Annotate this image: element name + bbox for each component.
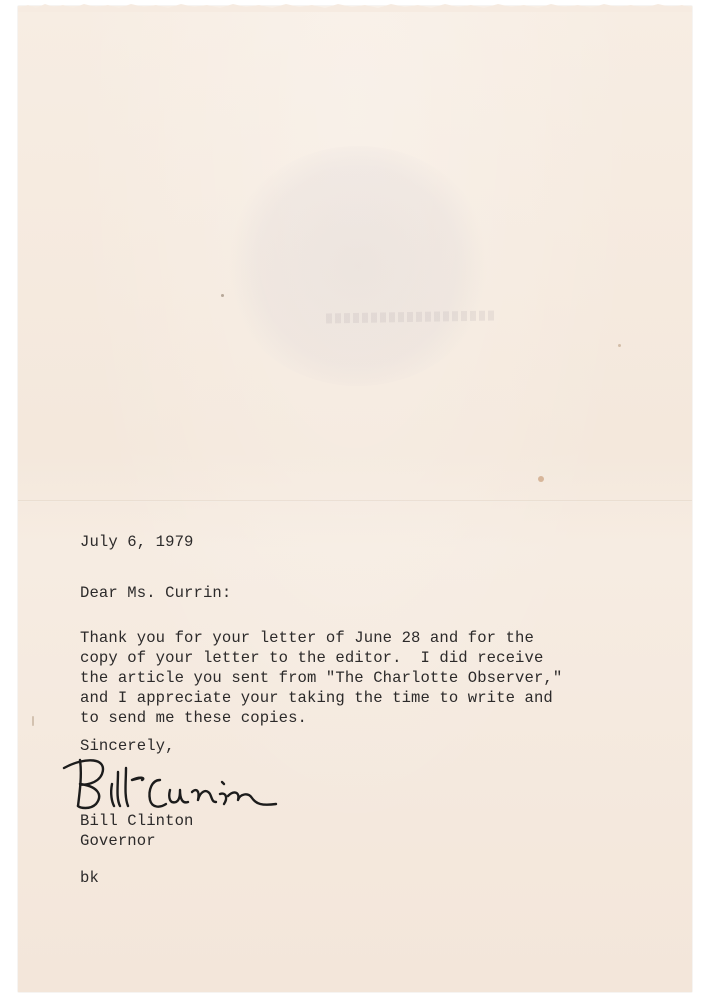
letter-body-line: and I appreciate your taking the time to write and <box>80 689 553 707</box>
letter-body-line: to send me these copies. <box>80 709 307 727</box>
letter-body-line: the article you sent from "The Charlotte Observer," <box>80 669 563 687</box>
letter-closing: Sincerely, <box>80 737 175 755</box>
typist-initials: bk <box>80 869 99 887</box>
letter-body-line: Thank you for your letter of June 28 and for the <box>80 629 534 647</box>
letter-salutation: Dear Ms. Currin: <box>80 584 232 602</box>
letter-body-line: copy of your letter to the editor. I did receive <box>80 649 544 667</box>
letter-sheet <box>18 6 692 992</box>
signer-title: Governor <box>80 832 156 850</box>
letter-date: July 6, 1979 <box>80 533 194 551</box>
signer-name: Bill Clinton <box>80 812 194 830</box>
letter-content <box>18 6 692 992</box>
